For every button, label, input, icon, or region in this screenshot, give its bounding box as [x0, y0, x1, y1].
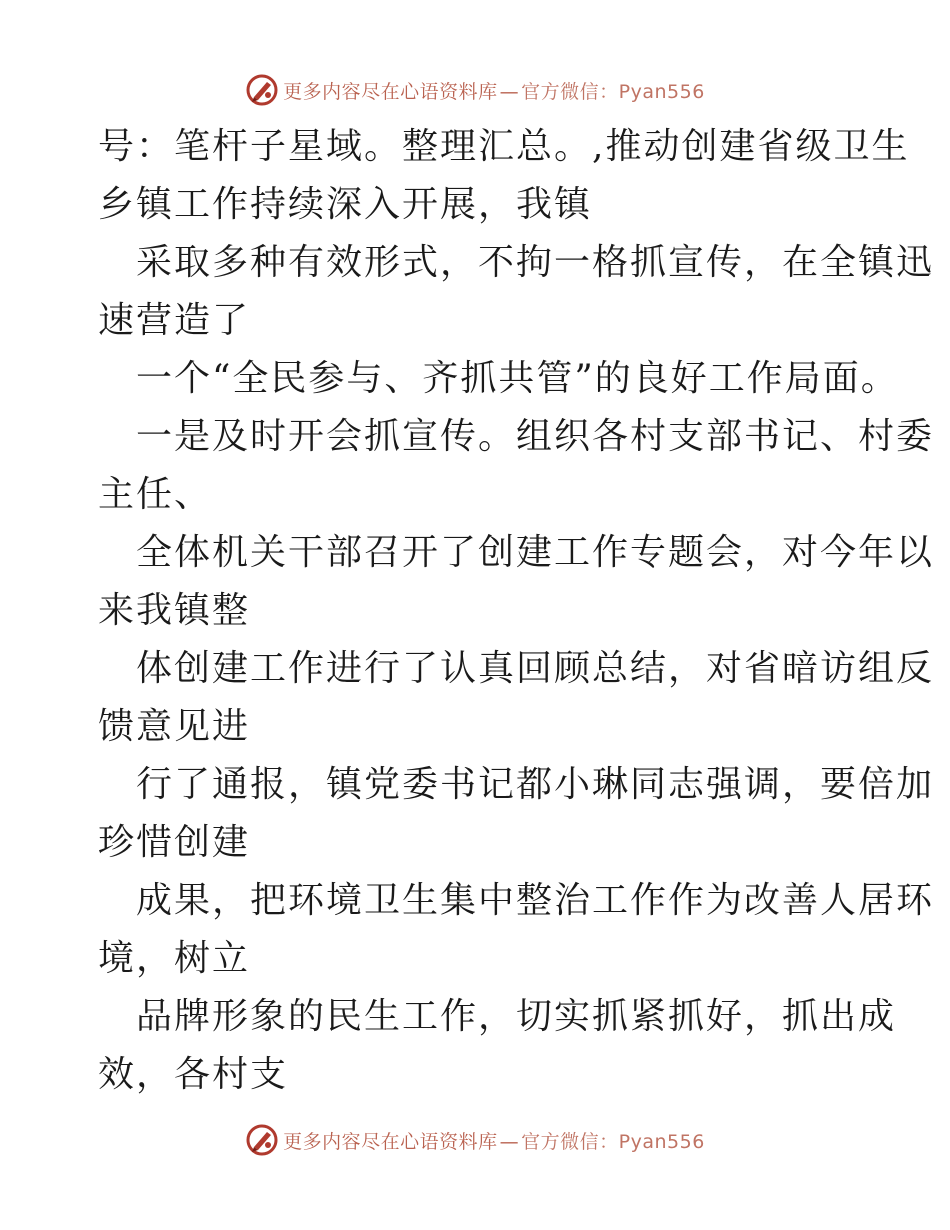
footer-watermark [0, 1120, 950, 1160]
text-line: 珍惜创建 [98, 822, 251, 863]
document-body [98, 118, 935, 1104]
text-line: 一个“全民参与、齐抓共管”的良好工作局面。 [136, 358, 899, 399]
text-line: 品牌形象的民生工作，切实抓紧抓好，抓出成 [136, 996, 897, 1037]
text-line: 号：笔杆子星域。整理汇总。,推动创建省级卫生 [98, 126, 910, 167]
text-line: 速营造了 [98, 300, 251, 341]
watermark-site-text: 更多内容尽在心语资料库 [283, 1130, 498, 1153]
text-line: 主任、 [98, 474, 213, 515]
text-line: 成果，把环境卫生集中整治工作作为改善人居环 [136, 880, 935, 921]
pen-seal-logo-icon [245, 73, 279, 107]
text-line: 行了通报，镇党委书记都小琳同志强调，要倍加 [136, 764, 935, 805]
text-line: 一是及时开会抓宣传。组织各村支部书记、村委 [136, 416, 935, 457]
watermark-contact: 官方微信：Pyan556 [521, 80, 705, 103]
text-line: 全体机关干部召开了创建工作专题会，对今年以 [136, 532, 935, 573]
pen-seal-logo-icon [245, 1123, 279, 1157]
header-watermark [0, 70, 950, 110]
watermark-site-text: 更多内容尽在心语资料库 [283, 80, 498, 103]
text-line: 采取多种有效形式，不拘一格抓宣传，在全镇迅 [136, 242, 935, 283]
watermark-separator: — [499, 1130, 520, 1153]
watermark-contact: 官方微信：Pyan556 [521, 1130, 705, 1153]
text-line: 体创建工作进行了认真回顾总结，对省暗访组反 [136, 648, 935, 689]
text-line: 馈意见进 [98, 706, 251, 747]
text-line: 来我镇整 [98, 590, 251, 631]
text-line: 境，树立 [98, 938, 251, 979]
watermark-separator: — [499, 80, 520, 103]
text-line: 效，各村支 [98, 1054, 289, 1095]
text-line: 乡镇工作持续深入开展，我镇 [98, 184, 593, 225]
